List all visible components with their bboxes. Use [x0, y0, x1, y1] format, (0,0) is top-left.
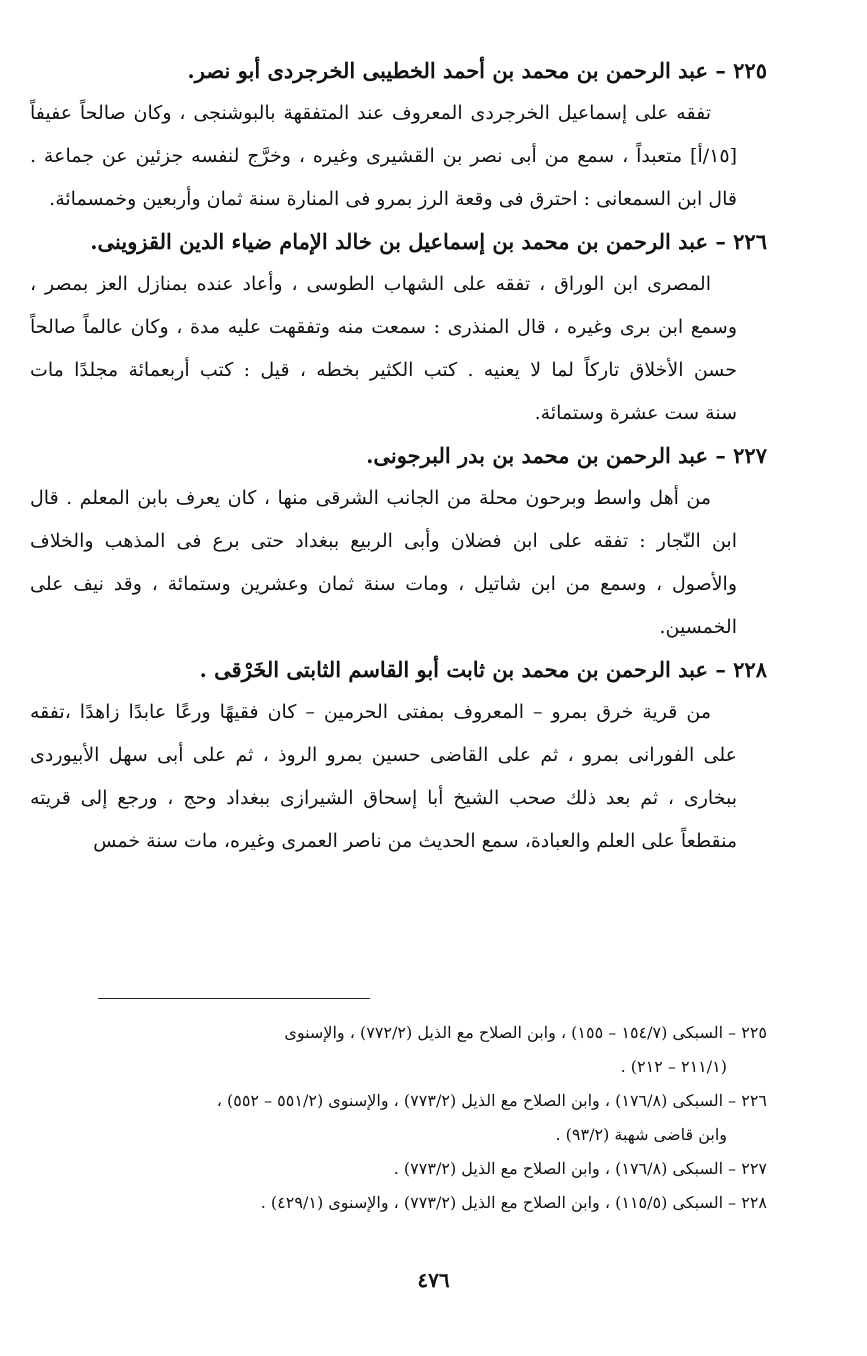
entry-heading: ٢٢٥ – عبد الرحمن بن محمد بن أحمد الخطيبى الخرجردى أبو نصر. [187, 58, 767, 83]
entry-text-line: منقطعاً على العلم والعبادة، سمع الحديث من ناصر العمرى وغيره، مات سنة خمس [93, 830, 737, 852]
entry-text-line: المصرى ابن الوراق ، تفقه على الشهاب الطوسى ، وأعاد عنده بمنازل العز بمصر ، [30, 273, 711, 295]
entry-text-line: قال ابن السمعانى : احترق فى وقعة الرز بمرو فى المنارة سنة ثمان وأربعين وخمسمائة. [49, 188, 737, 210]
footnote-line: ٢٢٨ – السبكى (١١٥/٥) ، وابن الصلاح مع الذيل (٧٧٣/٢) ، والإسنوى (٤٢٩/١) . [260, 1193, 767, 1212]
biography-entry [30, 50, 767, 221]
footnote-divider [98, 998, 370, 999]
entry-text-line: ابن النّجار : تفقه على ابن فضلان وأبى الربيع ببغداد حتى برع فى المذهب والخلاف [30, 530, 737, 552]
entry-text-line: من أهل واسط وبرحون محلة من الجانب الشرقى منها ، كان يعرف بابن المعلم . قال [30, 487, 711, 509]
entry-heading: ٢٢٦ – عبد الرحمن بن محمد بن إسماعيل بن خالد الإمام ضياء الدين القزوينى. [90, 229, 767, 254]
footnote-line: وابن قاضى شهبة (٩٣/٢) . [555, 1125, 727, 1144]
biography-entry [30, 649, 767, 863]
entry-text-line: تفقه على إسماعيل الخرجردى المعروف عند المتفقهة بالبوشنجى ، وكان صالحاً عفيفاً [30, 102, 711, 124]
entry-text-line: الخمسين. [659, 616, 737, 638]
entry-text-line: على الفورانى بمرو ، ثم على القاضى حسين بمرو الروذ ، ثم على أبى سهل الأبيوردى [30, 744, 737, 766]
footnote-line: ٢٢٦ – السبكى (١٧٦/٨) ، وابن الصلاح مع الذيل (٧٧٣/٢) ، والإسنوى (٥٥١/٢ – ٥٥٢) ، [216, 1091, 767, 1110]
entry-heading: ٢٢٨ – عبد الرحمن بن محمد بن ثابت أبو القاسم الثابتى الخَرْقى . [199, 657, 767, 682]
page-number: ٤٧٦ [417, 1268, 450, 1292]
footnote-line: (٢١١/١ – ٢١٢) . [620, 1057, 727, 1076]
biography-entry [30, 435, 767, 649]
entry-text-line: حسن الأخلاق تاركاً لما لا يعنيه . كتب الكثير بخطه ، قيل : كتب أربعمائة مجلدًا مات [30, 359, 737, 381]
entry-text-line: وسمع ابن برى وغيره ، قال المنذرى : سمعت منه وتفقهت عليه مدة ، وكان عالماً صالحاً [30, 316, 737, 338]
entry-heading: ٢٢٧ – عبد الرحمن بن محمد بن بدر البرجونى. [366, 443, 767, 468]
entry-text-line: ببخارى ، ثم بعد ذلك صحب الشيخ أبا إسحاق الشيرازى ببغداد وحج ، ورجع إلى قريته [30, 787, 737, 809]
footnote-line: ٢٢٥ – السبكى (١٥٤/٧ – ١٥٥) ، وابن الصلاح مع الذيل (٧٧٢/٢) ، والإسنوى [284, 1023, 767, 1042]
entry-text-line: من قرية خرق بمرو – المعروف بمفتى الحرمين – كان فقيهًا ورعًا عابدًا زاهدًا ،تفقه [30, 701, 711, 723]
entry-text-line: والأصول ، وسمع من ابن شاتيل ، ومات سنة ثمان وعشرين وستمائة ، وقد نيف على [30, 573, 737, 595]
biography-entry [30, 221, 767, 435]
footnotes-section [30, 1016, 767, 1220]
entries-container [30, 50, 767, 863]
entry-text-line: سنة ست عشرة وستمائة. [534, 402, 737, 424]
footnote-line: ٢٢٧ – السبكى (١٧٦/٨) ، وابن الصلاح مع الذيل (٧٧٣/٢) . [393, 1159, 767, 1178]
entry-text-line: [١٥/أ] متعبداً ، سمع من أبى نصر بن القشيرى وغيره ، وخرَّج لنفسه جزئين عن جماعة . [30, 145, 737, 167]
